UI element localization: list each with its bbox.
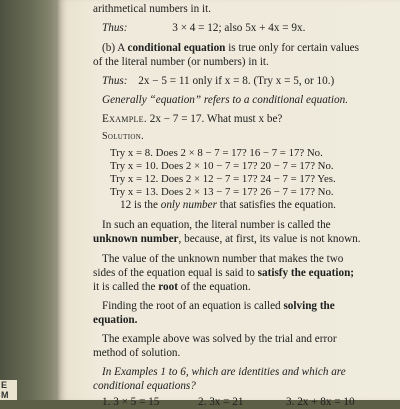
only-number-emph: only number bbox=[160, 199, 217, 211]
book-cover-edge bbox=[0, 0, 58, 400]
para-b-suffix: is true only for certain values bbox=[225, 42, 359, 54]
para-trial-line1: The example above was solved by the trial and error bbox=[102, 333, 337, 345]
trial-row-3: Try x = 12. Does 2 × 12 − 7 = 17? 24 − 7 = 17? Yes. bbox=[110, 173, 336, 185]
para-value-line1: The value of the unknown number that makes the two bbox=[102, 253, 344, 265]
only-number-line bbox=[120, 199, 336, 212]
thus-label-2: Thus: bbox=[102, 75, 128, 87]
exercise-3: 3. 2x + 8x = 10 bbox=[286, 396, 355, 408]
trial-row-4: Try x = 13. Does 2 × 13 − 7 = 17? 26 − 7 = 17? No. bbox=[110, 186, 334, 198]
para-unknown-suffix: , because, at first, its value is not known. bbox=[178, 233, 361, 245]
thus-text-2: 2x − 5 = 11 only if x = 8. (Try x = 5, or 10.) bbox=[138, 75, 335, 87]
para-value-line3-prefix: it is called the bbox=[93, 281, 159, 293]
solution-label: Solution. bbox=[102, 131, 144, 142]
example-line bbox=[102, 113, 282, 126]
para-value-line2 bbox=[93, 267, 354, 280]
instruction-line2: conditional equations? bbox=[93, 380, 196, 392]
trial-row-1: Try x = 8. Does 2 × 8 − 7 = 17? 16 − 7 = 17? No. bbox=[110, 147, 323, 159]
para-conditional-line1 bbox=[102, 42, 359, 55]
exercise-1: 1. 3 × 5 = 15 bbox=[102, 396, 160, 408]
para-solving-line1 bbox=[102, 300, 335, 313]
generally-line: Generally “equation” refers to a conditional equation. bbox=[102, 94, 348, 106]
thus-identity bbox=[102, 22, 305, 35]
term-conditional-equation: conditional equation bbox=[127, 42, 226, 54]
cover-label: E M bbox=[0, 380, 17, 400]
top-line: arithmetical numbers in it. bbox=[93, 3, 212, 15]
only-number-suffix: that satisfies the equation. bbox=[216, 199, 336, 211]
para-value-line3 bbox=[93, 281, 251, 294]
only-number-prefix: 12 is the bbox=[120, 199, 161, 211]
example-label: Example. bbox=[102, 113, 147, 125]
thus-label: Thus: bbox=[102, 22, 128, 34]
term-unknown-number: unknown number bbox=[93, 233, 179, 245]
book-page bbox=[58, 0, 400, 408]
term-root: root bbox=[158, 281, 178, 293]
instruction-line1: In Examples 1 to 6, which are identities and which are bbox=[102, 366, 346, 378]
para-trial-line2: method of solution. bbox=[93, 347, 181, 359]
term-solving: solving the bbox=[283, 300, 335, 312]
para-solving-prefix: Finding the root of an equation is called bbox=[102, 300, 284, 312]
para-unknown-line2 bbox=[93, 233, 361, 246]
thus-text: 3 × 4 = 12; also 5x + 4x = 9x. bbox=[172, 22, 306, 34]
para-solving-line2: equation. bbox=[93, 314, 138, 326]
example-text: 2x − 7 = 17. What must x be? bbox=[149, 113, 283, 125]
term-satisfy-equation: satisfy the equation; bbox=[257, 267, 355, 279]
exercise-2: 2. 3x = 21 bbox=[198, 396, 244, 408]
thus-conditional bbox=[102, 75, 334, 88]
para-b-prefix: (b) A bbox=[102, 42, 128, 54]
para-value-line3-suffix: of the equation. bbox=[177, 281, 251, 293]
trial-row-2: Try x = 10. Does 2 × 10 − 7 = 17? 20 − 7 = 17? No. bbox=[110, 160, 334, 172]
para-unknown-line1: In such an equation, the literal number is called the bbox=[102, 219, 331, 231]
para-value-prefix: sides of the equation equal is said to bbox=[93, 267, 258, 279]
para-conditional-line2: of the literal number (or numbers) in it. bbox=[93, 56, 269, 68]
